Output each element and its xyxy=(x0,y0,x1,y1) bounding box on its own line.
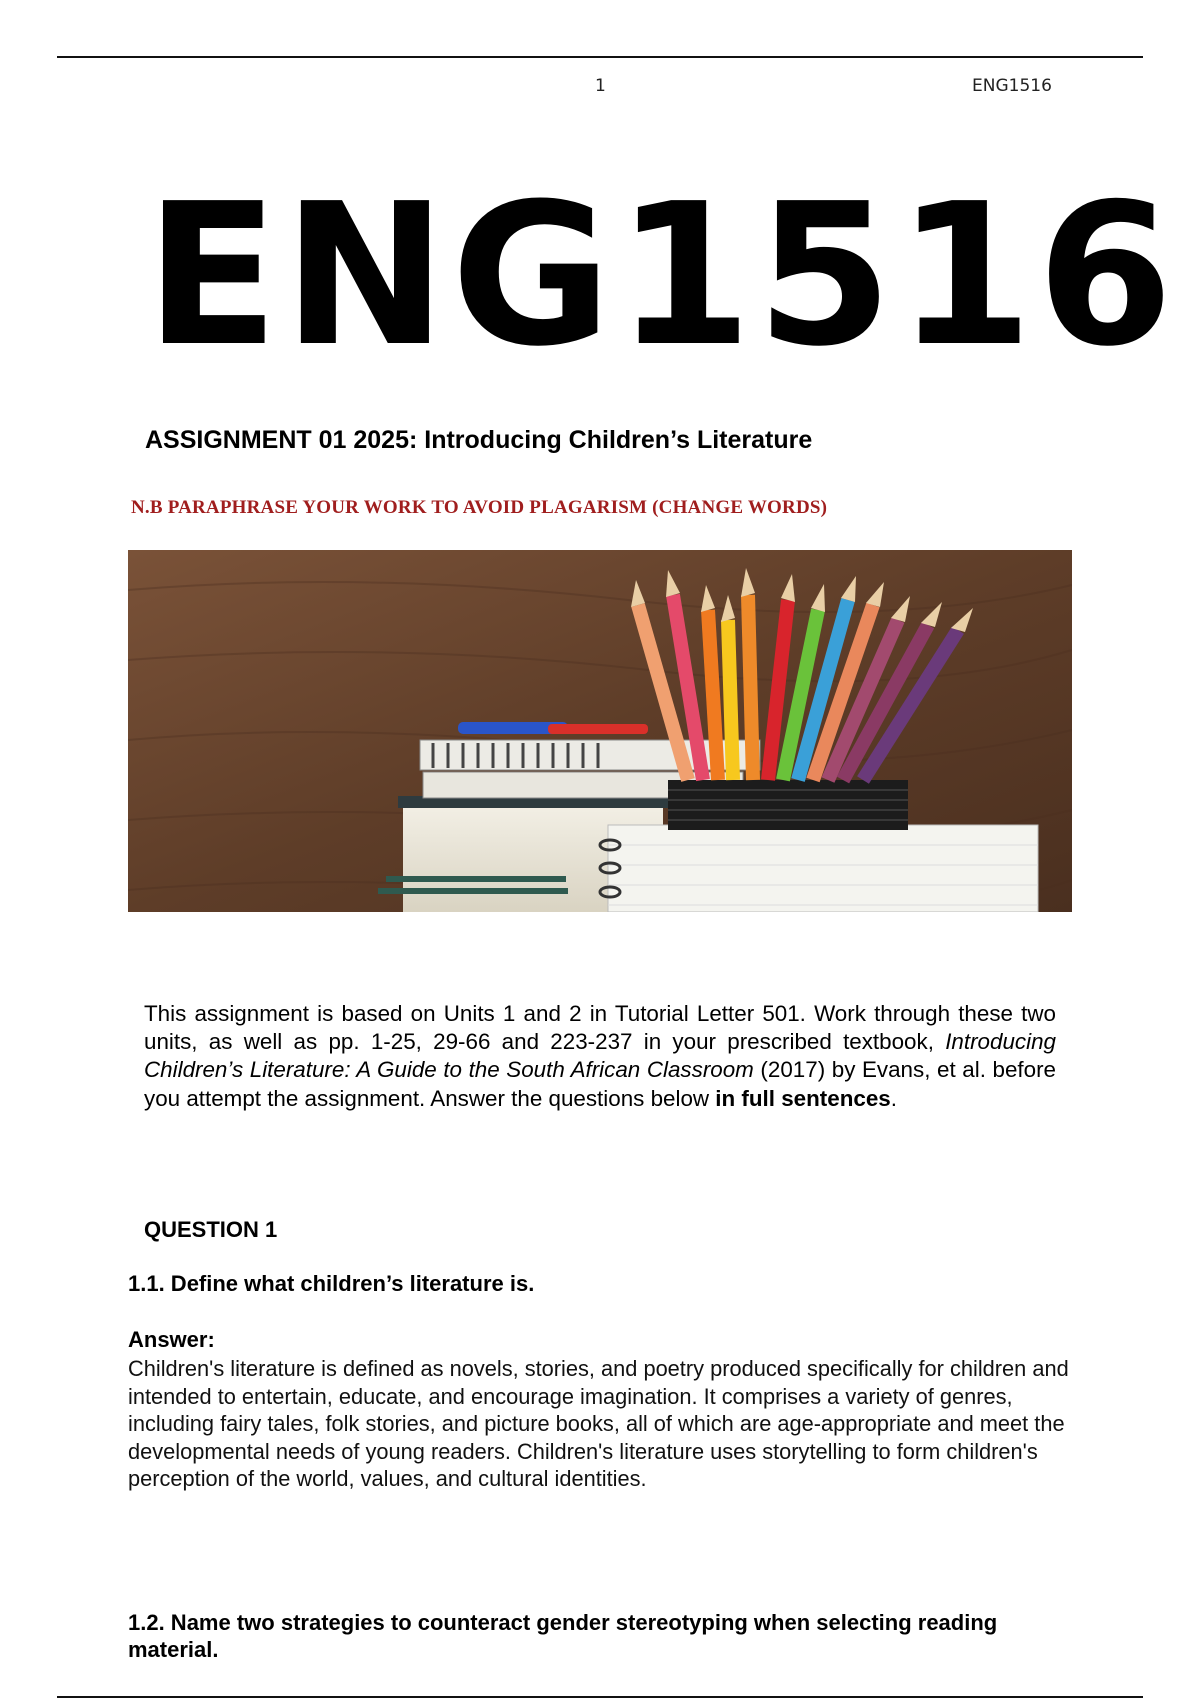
page-number: 1 xyxy=(595,76,606,96)
top-rule xyxy=(57,56,1143,58)
assignment-subtitle: ASSIGNMENT 01 2025: Introducing Children’s Literature xyxy=(145,426,813,454)
answer-text: Children's literature is defined as novels, stories, and poetry produced specifically for children and intended to entertain, educate, and encourage imagination. It comprises a variety of genres, including fairy tales, folk stories, and picture books, all of which are age-appropriate and meet the developmental needs of young readers. Children's literature uses storytelling to form children's perception of the world, values, and cultural identities. xyxy=(128,1356,1069,1492)
course-code-title: ENG1516 xyxy=(145,162,1178,390)
header-course-code: ENG1516 xyxy=(972,76,1052,96)
textbook-title: Introducing Children’s Literature: A Guide to the South African Classroom xyxy=(144,1029,1056,1083)
plagiarism-notice: N.B PARAPHRASE YOUR WORK TO AVOID PLAGARISM (CHANGE WORDS) xyxy=(131,497,828,518)
intro-text-part2: (2017) by Evans, et al. before you attempt the assignment. Answer the questions below xyxy=(144,1057,1056,1111)
question-1-2: 1.2. Name two strategies to counteract gender stereotyping when selecting reading material. xyxy=(128,1610,998,1662)
question-1-1: 1.1. Define what children’s literature is. xyxy=(128,1271,535,1296)
question-1-heading: QUESTION 1 xyxy=(144,1217,278,1242)
pencils-books-photo xyxy=(128,550,1072,912)
intro-emphasis: in full sentences xyxy=(715,1085,891,1111)
answer-label: Answer: xyxy=(128,1327,215,1352)
bottom-rule xyxy=(57,1696,1143,1698)
intro-text-end: . xyxy=(890,1085,897,1111)
intro-text-part1: This assignment is based on Units 1 and 2 in Tutorial Letter 501. Work through these two units, as well as pp. 1-25, 29-66 and 223-237 in your prescribed textbook, xyxy=(144,1001,1056,1055)
assignment-intro xyxy=(144,1000,1056,1113)
